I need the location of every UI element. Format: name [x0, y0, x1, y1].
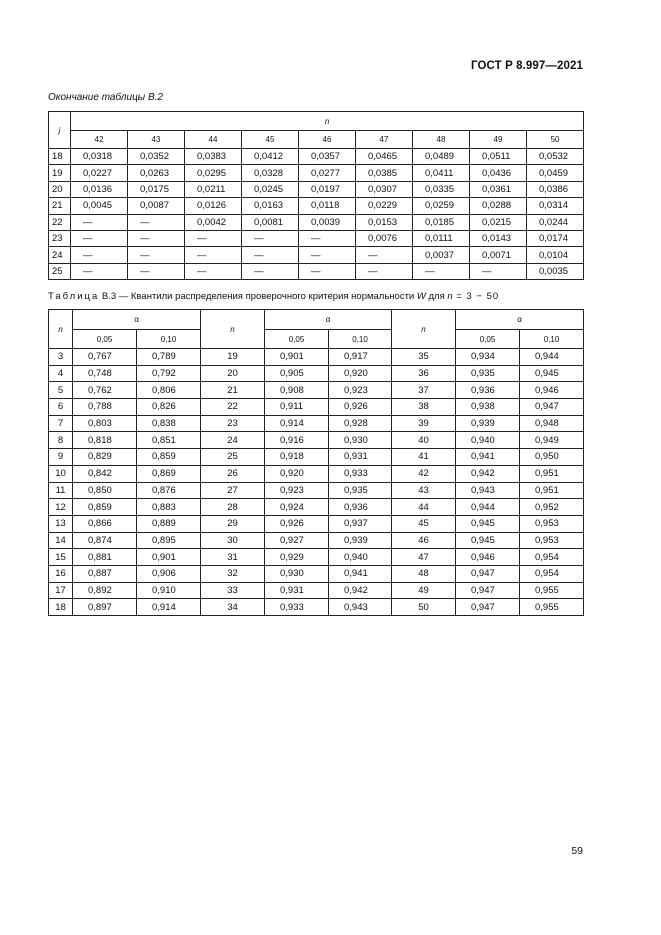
table-cell: 0,0357 [299, 149, 356, 165]
quantile-cell: 0,901 [137, 549, 201, 566]
caption-var: W [416, 291, 426, 302]
n-cell: 49 [392, 582, 456, 599]
table-b3-caption [48, 291, 499, 302]
table-row [49, 247, 584, 263]
quantile-cell: 0,874 [73, 532, 137, 549]
column-header-alpha-value: 0,05 [73, 330, 137, 349]
table-cell: 0,0215 [470, 214, 527, 230]
n-cell: 29 [201, 515, 265, 532]
quantile-cell: 0,945 [456, 515, 520, 532]
quantile-cell: 0,941 [329, 565, 392, 582]
n-cell: 38 [392, 399, 456, 416]
table-cell: — [356, 263, 413, 279]
caption-range: = 3 − 50 [452, 291, 500, 302]
table-cell: 0,0263 [128, 165, 185, 181]
table-row [49, 515, 584, 532]
quantile-cell: 0,905 [265, 365, 329, 382]
column-header: 49 [470, 131, 527, 149]
quantile-cell: 0,923 [329, 382, 392, 399]
table-cell: 0,0412 [242, 149, 299, 165]
table-cell: 0,0259 [413, 198, 470, 214]
caption-for: для [425, 291, 448, 302]
column-header-alpha-value: 0,05 [456, 330, 520, 349]
table-cell: 0,0035 [527, 263, 584, 279]
quantile-cell: 0,943 [456, 482, 520, 499]
table-row [49, 499, 584, 516]
quantile-cell: 0,901 [265, 349, 329, 366]
table-cell: 0,0081 [242, 214, 299, 230]
table-cell: 0,0465 [356, 149, 413, 165]
table-cell: 0,0411 [413, 165, 470, 181]
quantile-cell: 0,803 [73, 415, 137, 432]
table-cell: 0,0076 [356, 230, 413, 246]
column-header: 44 [185, 131, 242, 149]
quantile-cell: 0,951 [520, 465, 584, 482]
n-cell: 37 [392, 382, 456, 399]
group-header-n: n [71, 112, 584, 131]
n-cell: 13 [49, 515, 73, 532]
table-row [49, 149, 584, 165]
quantile-cell: 0,940 [456, 432, 520, 449]
n-cell: 11 [49, 482, 73, 499]
n-cell: 50 [392, 599, 456, 616]
table-cell: 0,0111 [413, 230, 470, 246]
quantile-cell: 0,818 [73, 432, 137, 449]
quantile-cell: 0,883 [137, 499, 201, 516]
n-cell: 10 [49, 465, 73, 482]
quantile-cell: 0,906 [137, 565, 201, 582]
table-cell: 0,0042 [185, 214, 242, 230]
table-cell: 0,0459 [527, 165, 584, 181]
quantile-cell: 0,944 [520, 349, 584, 366]
column-header: 48 [413, 131, 470, 149]
n-cell: 14 [49, 532, 73, 549]
row-index-j: 23 [49, 230, 71, 246]
table-row [49, 532, 584, 549]
column-header-alpha: α [265, 310, 392, 330]
table-cell: — [185, 263, 242, 279]
quantile-cell: 0,947 [456, 565, 520, 582]
table-cell: 0,0245 [242, 181, 299, 197]
table-cell: 0,0307 [356, 181, 413, 197]
table-cell: 0,0489 [413, 149, 470, 165]
quantile-cell: 0,866 [73, 515, 137, 532]
column-header-alpha-value: 0,10 [520, 330, 584, 349]
quantile-cell: 0,881 [73, 549, 137, 566]
quantile-cell: 0,939 [329, 532, 392, 549]
quantile-cell: 0,952 [520, 499, 584, 516]
quantile-cell: 0,859 [73, 499, 137, 516]
quantile-cell: 0,954 [520, 549, 584, 566]
table-row [49, 382, 584, 399]
n-cell: 12 [49, 499, 73, 516]
table-row [49, 198, 584, 214]
table-row [49, 549, 584, 566]
quantile-cell: 0,914 [265, 415, 329, 432]
n-cell: 21 [201, 382, 265, 399]
table-cell: — [242, 230, 299, 246]
column-header-alpha-value: 0,05 [265, 330, 329, 349]
quantile-cell: 0,927 [265, 532, 329, 549]
table-row [49, 582, 584, 599]
quantile-cell: 0,933 [329, 465, 392, 482]
table-row [49, 599, 584, 616]
quantile-cell: 0,869 [137, 465, 201, 482]
page-number: 59 [571, 845, 583, 857]
table-cell: — [185, 230, 242, 246]
table-cell: 0,0277 [299, 165, 356, 181]
table-cell: 0,0314 [527, 198, 584, 214]
table-cell: — [128, 263, 185, 279]
table-row [49, 415, 584, 432]
table-cell: 0,0071 [470, 247, 527, 263]
standard-number: ГОСТ Р 8.997—2021 [471, 60, 583, 72]
column-header: 42 [71, 131, 128, 149]
table-cell: — [242, 263, 299, 279]
table-cell: 0,0352 [128, 149, 185, 165]
table-cell: — [413, 263, 470, 279]
n-cell: 48 [392, 565, 456, 582]
quantile-cell: 0,842 [73, 465, 137, 482]
row-index-j: 25 [49, 263, 71, 279]
n-cell: 30 [201, 532, 265, 549]
n-cell: 6 [49, 399, 73, 416]
n-cell: 39 [392, 415, 456, 432]
row-index-j: 20 [49, 181, 71, 197]
n-cell: 17 [49, 582, 73, 599]
table-cell: 0,0532 [527, 149, 584, 165]
n-cell: 34 [201, 599, 265, 616]
n-cell: 3 [49, 349, 73, 366]
quantile-cell: 0,910 [137, 582, 201, 599]
table-cell: 0,0383 [185, 149, 242, 165]
n-cell: 47 [392, 549, 456, 566]
quantile-cell: 0,940 [329, 549, 392, 566]
table-row [49, 465, 584, 482]
n-cell: 18 [49, 599, 73, 616]
table-row [49, 365, 584, 382]
quantile-cell: 0,947 [520, 399, 584, 416]
quantile-cell: 0,946 [520, 382, 584, 399]
row-index-j: 21 [49, 198, 71, 214]
column-header-n: n [49, 310, 73, 349]
table-row [49, 565, 584, 582]
quantile-cell: 0,788 [73, 399, 137, 416]
quantile-cell: 0,935 [329, 482, 392, 499]
n-cell: 4 [49, 365, 73, 382]
quantile-cell: 0,926 [329, 399, 392, 416]
n-cell: 9 [49, 449, 73, 466]
table-cell: — [299, 230, 356, 246]
table-b2 [48, 111, 584, 280]
row-index-j: 22 [49, 214, 71, 230]
n-cell: 20 [201, 365, 265, 382]
table-row [49, 449, 584, 466]
quantile-cell: 0,923 [265, 482, 329, 499]
table-cell: 0,0211 [185, 181, 242, 197]
quantile-cell: 0,748 [73, 365, 137, 382]
table-cell: 0,0045 [71, 198, 128, 214]
table-cell: 0,0174 [527, 230, 584, 246]
quantile-cell: 0,935 [456, 365, 520, 382]
table-cell: 0,0295 [185, 165, 242, 181]
quantile-cell: 0,859 [137, 449, 201, 466]
table-cell: 0,0386 [527, 181, 584, 197]
quantile-cell: 0,895 [137, 532, 201, 549]
quantile-cell: 0,887 [73, 565, 137, 582]
quantile-cell: 0,928 [329, 415, 392, 432]
column-header-alpha: α [456, 310, 584, 330]
quantile-cell: 0,951 [520, 482, 584, 499]
column-header: 45 [242, 131, 299, 149]
table-cell: 0,0143 [470, 230, 527, 246]
quantile-cell: 0,946 [456, 549, 520, 566]
table-cell: — [299, 247, 356, 263]
quantile-cell: 0,762 [73, 382, 137, 399]
quantile-cell: 0,945 [520, 365, 584, 382]
quantile-cell: 0,889 [137, 515, 201, 532]
quantile-cell: 0,792 [137, 365, 201, 382]
quantile-cell: 0,945 [456, 532, 520, 549]
quantile-cell: 0,916 [265, 432, 329, 449]
n-cell: 24 [201, 432, 265, 449]
table-cell: 0,0335 [413, 181, 470, 197]
quantile-cell: 0,876 [137, 482, 201, 499]
n-cell: 5 [49, 382, 73, 399]
table-row [49, 230, 584, 246]
table-cell: — [128, 214, 185, 230]
table-row [49, 214, 584, 230]
table-cell: — [128, 230, 185, 246]
table-cell: 0,0037 [413, 247, 470, 263]
quantile-cell: 0,936 [329, 499, 392, 516]
column-header-alpha-value: 0,10 [329, 330, 392, 349]
table-cell: 0,0175 [128, 181, 185, 197]
caption-n: n [447, 291, 453, 302]
table-row [49, 399, 584, 416]
quantile-cell: 0,944 [456, 499, 520, 516]
quantile-cell: 0,949 [520, 432, 584, 449]
table-b3 [48, 309, 584, 616]
table-cell: — [71, 263, 128, 279]
n-cell: 23 [201, 415, 265, 432]
column-header: 43 [128, 131, 185, 149]
table-cell: — [299, 263, 356, 279]
n-cell: 44 [392, 499, 456, 516]
quantile-cell: 0,947 [456, 582, 520, 599]
quantile-cell: 0,953 [520, 515, 584, 532]
table-cell: 0,0229 [356, 198, 413, 214]
quantile-cell: 0,850 [73, 482, 137, 499]
n-cell: 16 [49, 565, 73, 582]
n-cell: 26 [201, 465, 265, 482]
quantile-cell: 0,942 [329, 582, 392, 599]
table-cell: 0,0227 [71, 165, 128, 181]
quantile-cell: 0,934 [456, 349, 520, 366]
row-index-j: 24 [49, 247, 71, 263]
quantile-cell: 0,931 [265, 582, 329, 599]
row-index-j: 19 [49, 165, 71, 181]
table-cell: 0,0185 [413, 214, 470, 230]
n-cell: 31 [201, 549, 265, 566]
column-header: 50 [527, 131, 584, 149]
table-cell: 0,0288 [470, 198, 527, 214]
quantile-cell: 0,929 [265, 549, 329, 566]
table-cell: — [470, 263, 527, 279]
table-cell: 0,0244 [527, 214, 584, 230]
n-cell: 42 [392, 465, 456, 482]
quantile-cell: 0,806 [137, 382, 201, 399]
quantile-cell: 0,920 [329, 365, 392, 382]
quantile-cell: 0,826 [137, 399, 201, 416]
quantile-cell: 0,947 [456, 599, 520, 616]
quantile-cell: 0,930 [329, 432, 392, 449]
table-cell: — [185, 247, 242, 263]
n-cell: 40 [392, 432, 456, 449]
quantile-cell: 0,938 [456, 399, 520, 416]
n-cell: 15 [49, 549, 73, 566]
table-cell: 0,0039 [299, 214, 356, 230]
n-cell: 43 [392, 482, 456, 499]
column-header-n: n [201, 310, 265, 349]
quantile-cell: 0,939 [456, 415, 520, 432]
quantile-cell: 0,942 [456, 465, 520, 482]
table-row [49, 349, 584, 366]
quantile-cell: 0,789 [137, 349, 201, 366]
quantile-cell: 0,920 [265, 465, 329, 482]
table-cell: 0,0385 [356, 165, 413, 181]
quantile-cell: 0,914 [137, 599, 201, 616]
table-row [49, 165, 584, 181]
n-cell: 28 [201, 499, 265, 516]
quantile-cell: 0,950 [520, 449, 584, 466]
table-cell: 0,0163 [242, 198, 299, 214]
table-row [49, 432, 584, 449]
n-cell: 8 [49, 432, 73, 449]
table-cell: 0,0511 [470, 149, 527, 165]
row-index-j: 18 [49, 149, 71, 165]
n-cell: 35 [392, 349, 456, 366]
row-header-j: j [49, 112, 71, 149]
quantile-cell: 0,851 [137, 432, 201, 449]
table-row [49, 263, 584, 279]
table-cell: 0,0136 [71, 181, 128, 197]
table-cell: — [71, 247, 128, 263]
n-cell: 32 [201, 565, 265, 582]
table-cell: 0,0153 [356, 214, 413, 230]
table-row [49, 482, 584, 499]
n-cell: 25 [201, 449, 265, 466]
quantile-cell: 0,930 [265, 565, 329, 582]
caption-text: — Квантили распределения проверочного критерия нормальности [116, 291, 417, 302]
quantile-cell: 0,936 [456, 382, 520, 399]
table-cell: 0,0126 [185, 198, 242, 214]
n-cell: 46 [392, 532, 456, 549]
quantile-cell: 0,933 [265, 599, 329, 616]
column-header: 46 [299, 131, 356, 149]
table-cell: — [71, 230, 128, 246]
n-cell: 19 [201, 349, 265, 366]
column-header-alpha-value: 0,10 [137, 330, 201, 349]
table-cell: — [242, 247, 299, 263]
quantile-cell: 0,931 [329, 449, 392, 466]
n-cell: 41 [392, 449, 456, 466]
quantile-cell: 0,953 [520, 532, 584, 549]
quantile-cell: 0,948 [520, 415, 584, 432]
caption-label: Таблица [48, 291, 100, 302]
column-header-n: n [392, 310, 456, 349]
quantile-cell: 0,767 [73, 349, 137, 366]
n-cell: 27 [201, 482, 265, 499]
table-cell: 0,0104 [527, 247, 584, 263]
table-b2-caption: Окончание таблицы В.2 [48, 92, 163, 103]
quantile-cell: 0,955 [520, 599, 584, 616]
table-cell: 0,0197 [299, 181, 356, 197]
quantile-cell: 0,918 [265, 449, 329, 466]
quantile-cell: 0,954 [520, 565, 584, 582]
table-row [49, 181, 584, 197]
table-cell: 0,0361 [470, 181, 527, 197]
table-cell: 0,0118 [299, 198, 356, 214]
quantile-cell: 0,955 [520, 582, 584, 599]
quantile-cell: 0,911 [265, 399, 329, 416]
table-cell: — [128, 247, 185, 263]
quantile-cell: 0,941 [456, 449, 520, 466]
n-cell: 36 [392, 365, 456, 382]
n-cell: 33 [201, 582, 265, 599]
column-header: 47 [356, 131, 413, 149]
quantile-cell: 0,829 [73, 449, 137, 466]
quantile-cell: 0,897 [73, 599, 137, 616]
table-cell: — [356, 247, 413, 263]
table-cell: 0,0087 [128, 198, 185, 214]
column-header-alpha: α [73, 310, 201, 330]
table-cell: — [71, 214, 128, 230]
quantile-cell: 0,924 [265, 499, 329, 516]
quantile-cell: 0,917 [329, 349, 392, 366]
caption-number: В.3 [101, 291, 117, 302]
n-cell: 22 [201, 399, 265, 416]
quantile-cell: 0,937 [329, 515, 392, 532]
quantile-cell: 0,908 [265, 382, 329, 399]
quantile-cell: 0,943 [329, 599, 392, 616]
quantile-cell: 0,926 [265, 515, 329, 532]
table-cell: 0,0318 [71, 149, 128, 165]
n-cell: 45 [392, 515, 456, 532]
table-cell: 0,0436 [470, 165, 527, 181]
quantile-cell: 0,838 [137, 415, 201, 432]
n-cell: 7 [49, 415, 73, 432]
table-cell: 0,0328 [242, 165, 299, 181]
quantile-cell: 0,892 [73, 582, 137, 599]
